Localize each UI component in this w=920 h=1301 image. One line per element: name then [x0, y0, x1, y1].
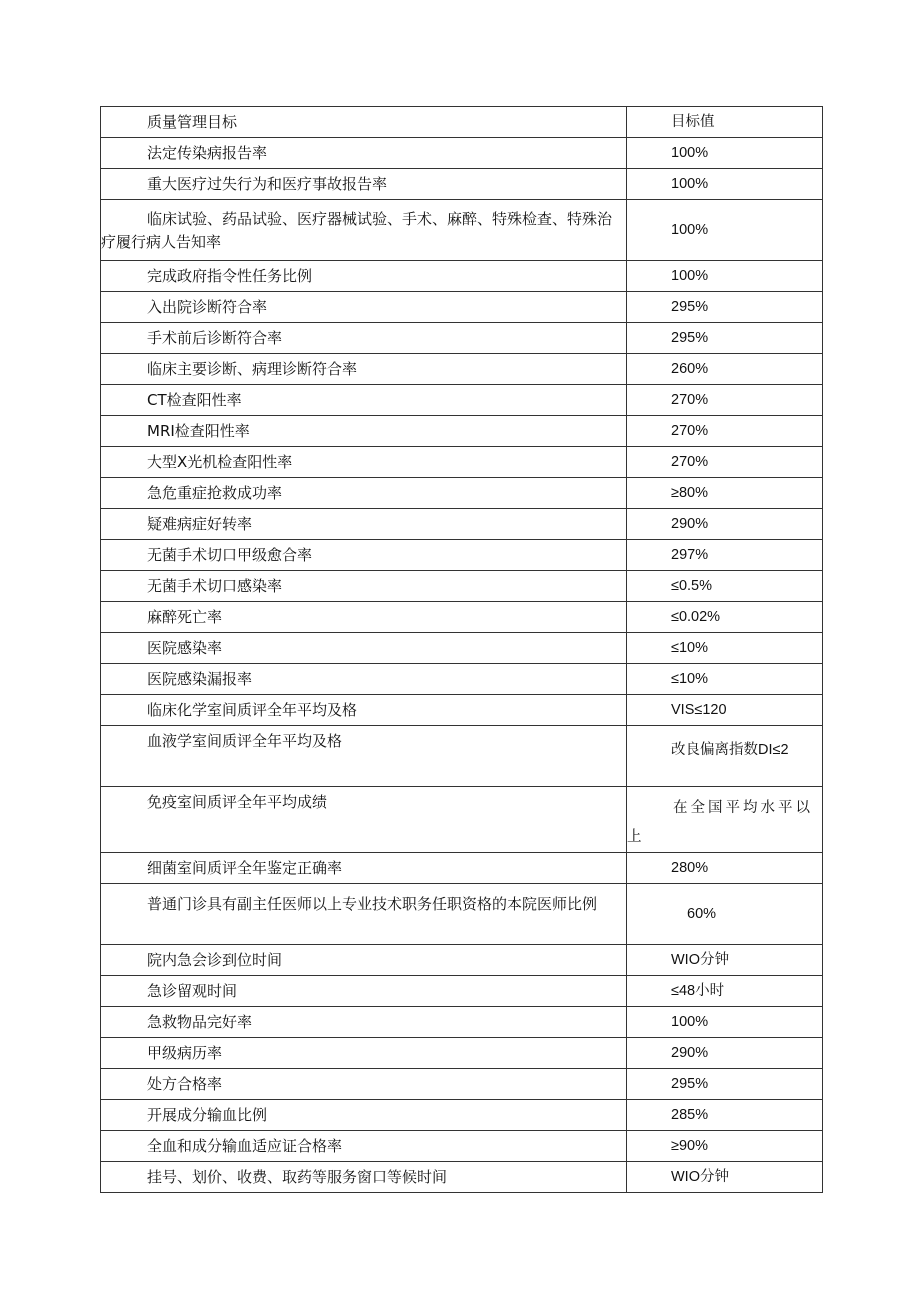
- row-value: 295%: [671, 330, 709, 346]
- row-name: 无菌手术切口感染率: [147, 577, 283, 595]
- table-row: [101, 385, 823, 416]
- table-row: [101, 1162, 823, 1193]
- row-name: 免疫室间质评全年平均成绩: [147, 793, 328, 811]
- table-row: [101, 853, 823, 884]
- row-name: 重大医疗过失行为和医疗事故报告率: [147, 175, 388, 193]
- row-name: 疑难病症好转率: [147, 515, 253, 533]
- table-row: [101, 447, 823, 478]
- row-value: ≥80%: [671, 485, 708, 501]
- row-name: 院内急会诊到位时间: [147, 951, 283, 969]
- row-value: 270%: [671, 454, 709, 470]
- row-name: 临床主要诊断、病理诊断符合率: [147, 360, 358, 378]
- table-row: [101, 1131, 823, 1162]
- row-value: ≤0.02%: [671, 609, 721, 625]
- table-row: [101, 602, 823, 633]
- row-value: 260%: [671, 361, 709, 377]
- row-name: 开展成分输血比例: [147, 1106, 268, 1124]
- table-row: [101, 540, 823, 571]
- table-row: [101, 884, 823, 945]
- table-header-row: [101, 107, 823, 138]
- row-name: 临床试验、药品试验、医疗器械试验、手术、麻醉、特殊检查、特殊治疗履行病人告知率: [101, 210, 613, 251]
- table-row: [101, 478, 823, 509]
- row-value: ≥90%: [671, 1138, 708, 1154]
- table-row: [101, 509, 823, 540]
- table-row: [101, 416, 823, 447]
- row-name: 医院感染漏报率: [147, 670, 253, 688]
- row-value: 290%: [671, 516, 709, 532]
- row-value: 100%: [671, 222, 709, 238]
- row-name: 全血和成分输血适应证合格率: [147, 1137, 343, 1155]
- row-name: 手术前后诊断符合率: [147, 329, 283, 347]
- table-row: [101, 945, 823, 976]
- row-value: VIS≤120: [671, 702, 727, 718]
- row-name: 大型X光机检查阳性率: [147, 453, 293, 471]
- quality-target-table: [100, 106, 823, 1193]
- table-row: [101, 1007, 823, 1038]
- row-value: 100%: [671, 1014, 709, 1030]
- table-row: [101, 1038, 823, 1069]
- row-name: 急诊留观时间: [147, 982, 238, 1000]
- row-value: 280%: [671, 860, 709, 876]
- table-row: [101, 1069, 823, 1100]
- row-name: 急救物品完好率: [147, 1013, 253, 1031]
- row-value: 290%: [671, 1045, 709, 1061]
- table-row: [101, 169, 823, 200]
- row-name: 入出院诊断符合率: [147, 298, 268, 316]
- table-row: [101, 664, 823, 695]
- header-name-cell: [101, 107, 627, 138]
- row-value: WIO分钟: [671, 952, 729, 968]
- table-row: [101, 138, 823, 169]
- row-value: ≤10%: [671, 640, 708, 656]
- table-row: [101, 292, 823, 323]
- header-value-cell: [627, 107, 823, 138]
- table-row: [101, 633, 823, 664]
- row-value: 改良偏离指数DI≤2: [671, 742, 789, 758]
- row-name: 细菌室间质评全年鉴定正确率: [147, 859, 343, 877]
- row-value: 270%: [671, 392, 709, 408]
- row-name: 普通门诊具有副主任医师以上专业技术职务任职资格的本院医师比例: [147, 895, 598, 913]
- row-name: 血液学室间质评全年平均及格: [147, 732, 343, 750]
- row-name: 临床化学室间质评全年平均及格: [147, 701, 358, 719]
- table-row: [101, 726, 823, 787]
- row-name: CT检查阳性率: [147, 391, 242, 409]
- row-value: 100%: [671, 145, 709, 161]
- row-name: 医院感染率: [147, 639, 223, 657]
- table-row: [101, 323, 823, 354]
- row-value: 295%: [671, 1076, 709, 1092]
- header-name: 质量管理目标: [147, 113, 238, 131]
- row-name: 处方合格率: [147, 1075, 223, 1093]
- table-row: [101, 787, 823, 853]
- row-name: 甲级病历率: [147, 1044, 223, 1062]
- row-value: 60%: [687, 906, 717, 922]
- row-value: WIO分钟: [671, 1169, 729, 1185]
- table-row: [101, 200, 823, 261]
- row-value: 297%: [671, 547, 709, 563]
- table-row: [101, 976, 823, 1007]
- row-name: 急危重症抢救成功率: [147, 484, 283, 502]
- row-value: ≤10%: [671, 671, 708, 687]
- row-name: MRI检查阳性率: [147, 422, 250, 440]
- row-name: 挂号、划价、收费、取药等服务窗口等候时间: [147, 1168, 448, 1186]
- table-row: [101, 261, 823, 292]
- row-name: 无菌手术切口甲级愈合率: [147, 546, 313, 564]
- row-value: 285%: [671, 1107, 709, 1123]
- row-value: 100%: [671, 176, 709, 192]
- table-row: [101, 354, 823, 385]
- row-value: 在全国平均水平以上: [627, 800, 813, 845]
- row-value: ≤0.5%: [671, 578, 713, 594]
- row-value: 100%: [671, 268, 709, 284]
- table-row: [101, 1100, 823, 1131]
- row-value: 295%: [671, 299, 709, 315]
- row-name: 麻醉死亡率: [147, 608, 223, 626]
- table-row: [101, 695, 823, 726]
- table-row: [101, 571, 823, 602]
- row-name: 法定传染病报告率: [147, 144, 268, 162]
- header-value: 目标值: [671, 114, 715, 130]
- row-value: ≤48小时: [671, 983, 725, 999]
- row-value: 270%: [671, 423, 709, 439]
- row-name: 完成政府指令性任务比例: [147, 267, 313, 285]
